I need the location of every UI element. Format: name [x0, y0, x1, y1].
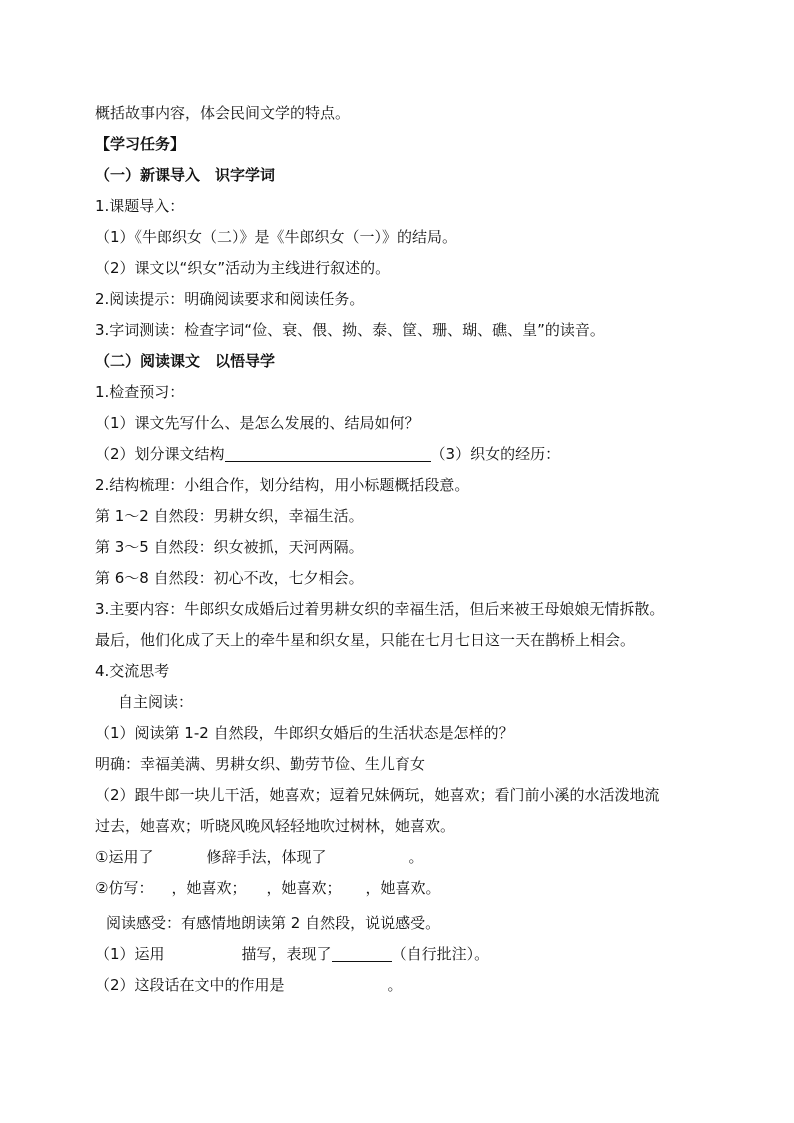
item-text: ，她喜欢； [171, 879, 247, 897]
paragraph-summary: 第 1～2 自然段：男耕女织，幸福生活。 [95, 507, 364, 525]
item-word-test: 3.字词测读：检查字词“俭、衰、偎、拗、泰、筐、珊、瑚、礁、皇”的读音。 [95, 321, 605, 339]
function-question-line [95, 975, 403, 995]
main-content-text: 3.主要内容：牛郎织女成婚后过着男耕女织的幸福生活，但后来被王母娘娘无情拆散。 [95, 600, 665, 618]
paragraph-summary: 第 3～5 自然段：织女被抓，天河两隔。 [95, 538, 364, 556]
section-learning-tasks: 【学习任务】 [95, 135, 186, 153]
item-text: （2）课文以“织女”活动为主线进行叙述的。 [95, 259, 391, 277]
item-text: 。 [408, 848, 424, 866]
description-question-line [95, 944, 489, 964]
item-text: （1）《牛郎织女（二）》是《牛郎织女（一）》的结局。 [95, 228, 458, 246]
paragraph-summary: 第 6～8 自然段：初心不改，七夕相会。 [95, 569, 364, 587]
answer-blank[interactable] [225, 446, 431, 462]
item-text: 修辞手法，体现了 [206, 848, 327, 866]
item-question: （1）阅读第 1-2 自然段，牛郎织女婚后的生活状态是怎样的？ [95, 724, 514, 742]
item-text: （2）这段话在文中的作用是 [95, 976, 285, 994]
item-text: ，她喜欢。 [365, 879, 441, 897]
item-text: ，她喜欢； [266, 879, 342, 897]
quote-text: （2）跟牛郎一块儿干活，她喜欢；逗着兄妹俩玩，她喜欢；看门前小溪的水活泼地流 [95, 786, 660, 804]
answer-blank[interactable] [332, 946, 392, 962]
item-question: （1）课文先写什么、是怎么发展的、结局如何？ [95, 414, 420, 432]
intro-text: 概括故事内容，体会民间文学的特点。 [95, 104, 351, 122]
item-text: ②仿写： [95, 879, 154, 897]
item-text: 。 [387, 976, 403, 994]
quote-text: 过去，她喜欢；听晓风晚风轻轻地吹过树林，她喜欢。 [95, 817, 456, 835]
imitation-writing-line [95, 878, 441, 898]
answer-text: 明确：幸福美满、男耕女织、勤劳节俭、生儿育女 [95, 755, 426, 773]
rhetoric-question-line [95, 847, 423, 867]
item-text: （1）运用 [95, 945, 165, 963]
item-discussion: 4.交流思考 [95, 662, 170, 680]
section-heading-2: （二）阅读课文 以悟导学 [95, 352, 276, 370]
item-text: 描写，表现了 [241, 945, 332, 963]
item-structure-sorting: 2.结构梳理：小组合作，划分结构，用小标题概括段意。 [95, 476, 470, 494]
item-reading-tips: 2.阅读提示：明确阅读要求和阅读任务。 [95, 290, 365, 308]
main-content-text: 最后，他们化成了天上的牵牛星和织女星，只能在七月七日这一天在鹊桥上相会。 [95, 631, 636, 649]
item-text: ①运用了 [95, 848, 154, 866]
self-reading-label: 自主阅读： [118, 693, 194, 711]
item-title-intro: 1.课题导入： [95, 197, 185, 215]
item-preview-check: 1.检查预习： [95, 383, 185, 401]
item-text: （2）划分课文结构 [95, 445, 225, 463]
item-structure-line [95, 444, 560, 464]
section-heading-1: （一）新课导入 识字学词 [95, 166, 276, 184]
reading-feeling-label: 阅读感受：有感情地朗读第 2 自然段，说说感受。 [106, 914, 441, 932]
item-text: （自行批注）。 [391, 945, 490, 963]
item-text: （3）织女的经历： [430, 445, 561, 463]
